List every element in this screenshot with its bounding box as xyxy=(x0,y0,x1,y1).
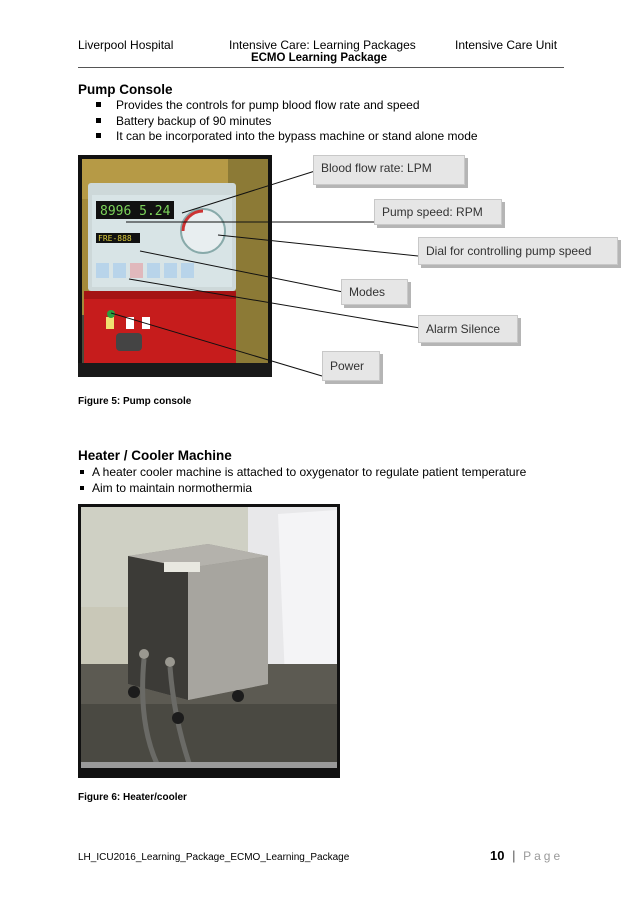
list-item: Provides the controls for pump blood flow rate and speed xyxy=(78,98,558,114)
footer-document-id: LH_ICU2016_Learning_Package_ECMO_Learning_Package xyxy=(78,852,350,863)
callout-alarm-silence: Alarm Silence xyxy=(418,315,518,343)
list-item: Aim to maintain normothermia xyxy=(78,481,558,497)
page-label: Page xyxy=(523,849,564,863)
callout-pump-speed: Pump speed: RPM xyxy=(374,199,502,225)
list-item: A heater cooler machine is attached to oxygenator to regulate patient temperature xyxy=(78,465,558,481)
figure-6-caption: Figure 6: Heater/cooler xyxy=(78,792,187,803)
header-right: Intensive Care Unit xyxy=(455,38,558,52)
list-item: It can be incorporated into the bypass machine or stand alone mode xyxy=(78,129,558,145)
callout-modes: Modes xyxy=(341,279,408,305)
list-item: Battery backup of 90 minutes xyxy=(78,114,558,130)
callout-dial-pump-speed: Dial for controlling pump speed xyxy=(418,237,618,265)
figure-5-caption: Figure 5: Pump console xyxy=(78,396,192,407)
svg-text:8996 5.24: 8996 5.24 xyxy=(100,204,171,219)
header-center: Intensive Care: Learning Packages xyxy=(229,38,416,52)
header-left: Liverpool Hospital xyxy=(78,38,174,52)
heater-cooler-bullet-list xyxy=(78,465,558,496)
page-separator: | xyxy=(512,848,516,863)
callout-power: Power xyxy=(322,351,380,381)
section-title-pump-console: Pump Console xyxy=(78,82,173,97)
svg-text:FRE-888: FRE-888 xyxy=(98,234,132,243)
callout-blood-flow-rate: Blood flow rate: LPM xyxy=(313,155,465,185)
page-number: 10 xyxy=(490,848,505,863)
section-title-heater-cooler: Heater / Cooler Machine xyxy=(78,448,232,463)
header-subtitle: ECMO Learning Package xyxy=(250,52,388,64)
heater-cooler-photo xyxy=(78,504,340,778)
page-number-block xyxy=(490,848,563,863)
